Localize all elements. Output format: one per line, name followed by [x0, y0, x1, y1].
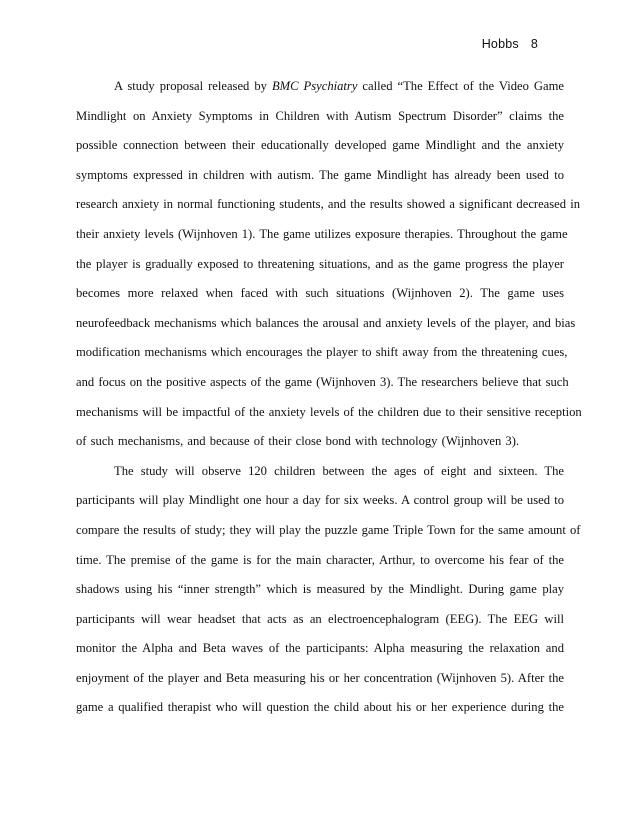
text-line: A study proposal released by BMC Psychiatry called “The Effect of the Video Game	[114, 79, 564, 93]
text-line: and focus on the positive aspects of the game (Wijnhoven 3). The researchers believe that such	[76, 374, 569, 389]
text-line: Mindlight on Anxiety Symptoms in Children with Autism Spectrum Disorder” claims the	[76, 108, 564, 123]
running-head	[482, 37, 538, 51]
text-line: time. The premise of the game is for the main character, Arthur, to overcome his fear of the	[76, 552, 564, 567]
text-line: research anxiety in normal functioning students, and the results showed a significant decreased in	[76, 197, 581, 212]
text-line: mechanisms will be impactful of the anxiety levels of the children due to their sensitive reception	[76, 404, 582, 419]
header-author: Hobbs	[481, 37, 519, 51]
text-line: compare the results of study; they will play the puzzle game Triple Town for the same amount of	[76, 522, 581, 537]
page-number: 8	[530, 37, 538, 51]
body-text	[76, 72, 582, 723]
text-line: game a qualified therapist who will question the child about his or her experience during the	[76, 700, 564, 715]
text-line: enjoyment of the player and Beta measuring his or her concentration (Wijnhoven 5). After the	[76, 670, 564, 685]
text-line: of such mechanisms, and because of their close bond with technology (Wijnhoven 3).	[76, 434, 520, 449]
text-line: monitor the Alpha and Beta waves of the participants: Alpha measuring the relaxation and	[76, 641, 564, 656]
text-line: modification mechanisms which encourages the player to shift away from the threatening cues,	[76, 345, 568, 360]
text-line: becomes more relaxed when faced with such situations (Wijnhoven 2). The game uses	[76, 286, 564, 301]
text-line: shadows using his “inner strength” which is measured by the Mindlight. During game play	[76, 582, 564, 597]
text-line: participants will play Mindlight one hour a day for six weeks. A control group will be used to	[76, 493, 564, 508]
text-line: their anxiety levels (Wijnhoven 1). The game utilizes exposure therapies. Throughout the game	[76, 226, 568, 241]
text-line: the player is gradually exposed to threatening situations, and as the game progress the player	[76, 256, 564, 271]
text-line: neurofeedback mechanisms which balances the arousal and anxiety levels of the player, and bias	[76, 315, 576, 330]
text-line: symptoms expressed in children with autism. The game Mindlight has already been used to	[76, 167, 564, 182]
text-line: possible connection between their educationally developed game Mindlight and the anxiety	[76, 138, 564, 153]
text-line: The study will observe 120 children between the ages of eight and sixteen. The	[114, 463, 564, 478]
text-line: participants will wear headset that acts as an electroencephalogram (EEG). The EEG will	[76, 611, 564, 626]
